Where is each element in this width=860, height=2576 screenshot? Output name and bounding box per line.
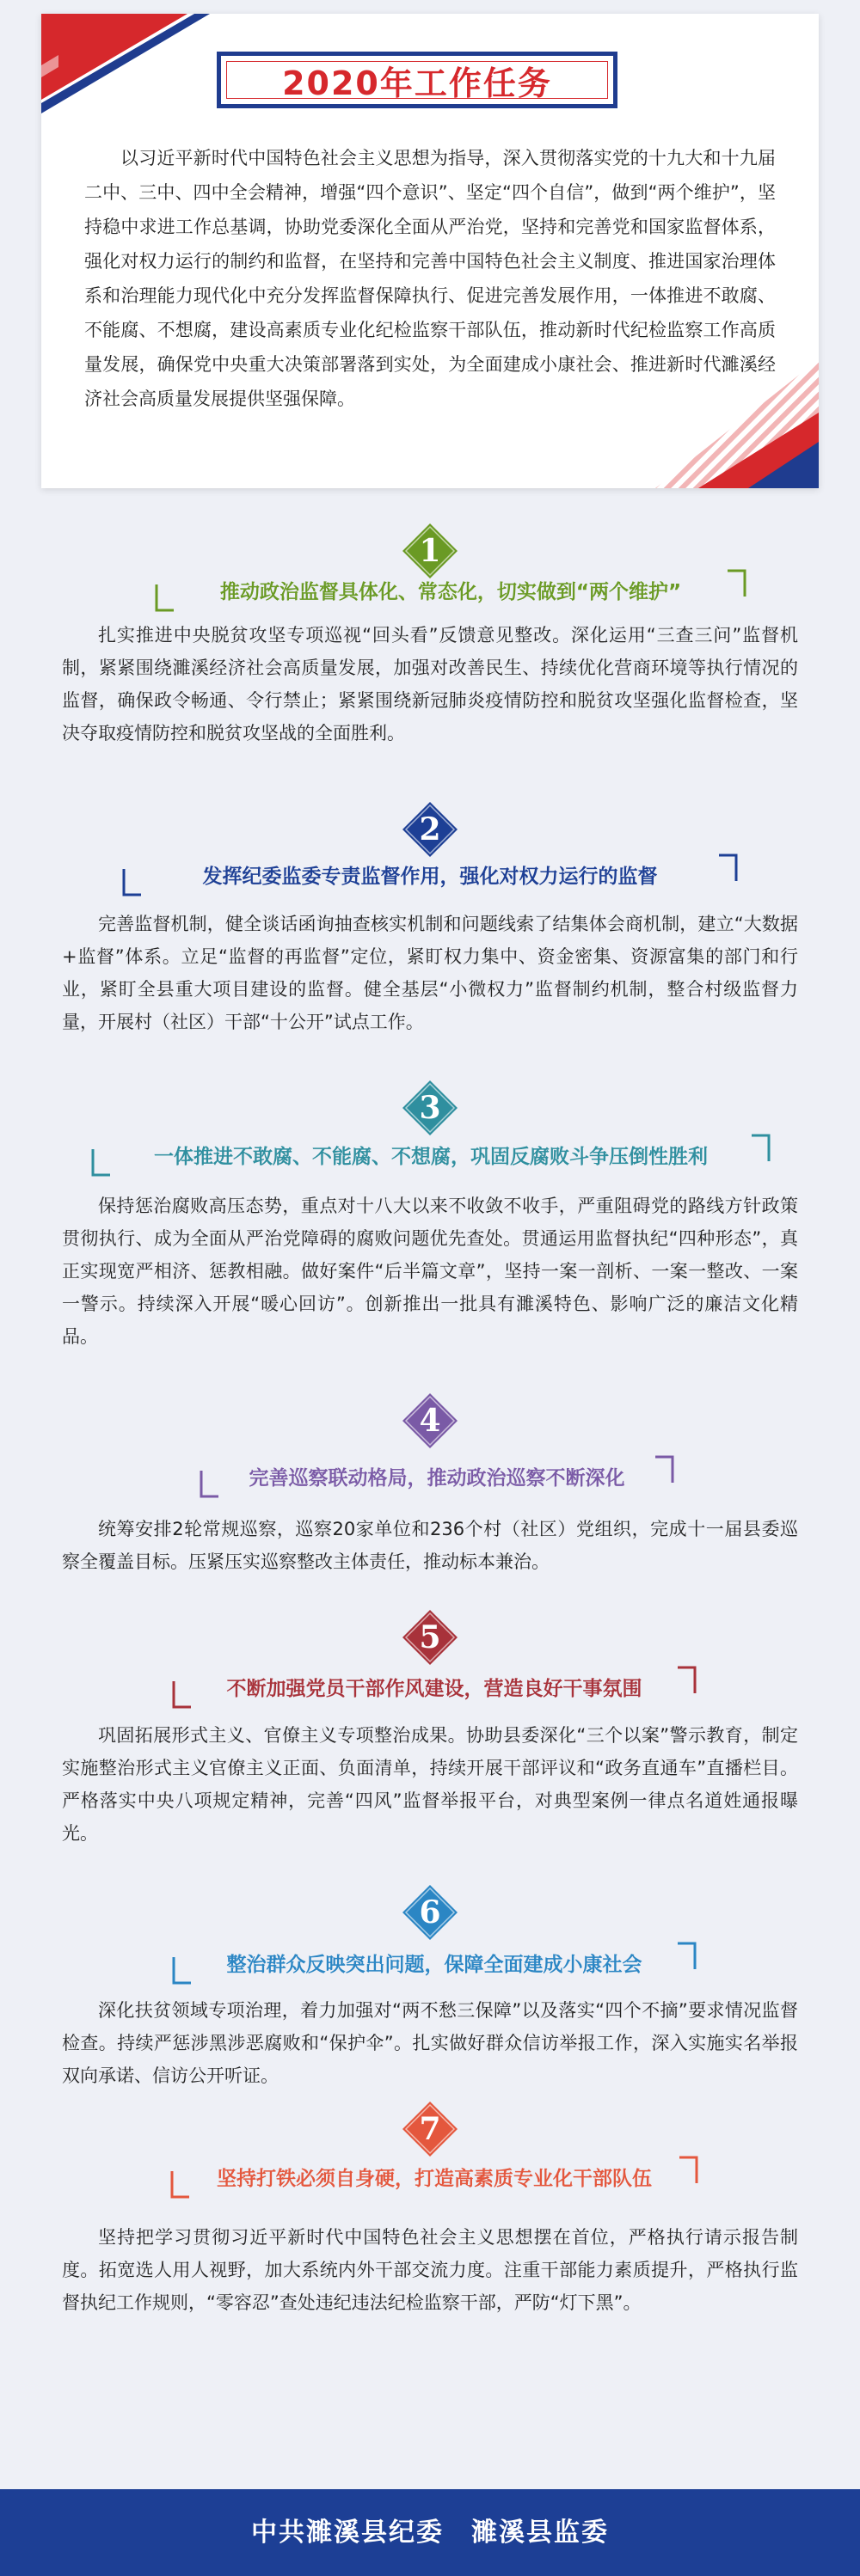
section-heading: 整治群众反映突出问题，保障全面建成小康社会: [226, 1954, 642, 1976]
section-heading: 发挥纪委监委专责监督作用，强化对权力运行的监督: [202, 866, 658, 888]
section-body: 保持惩治腐败高压态势，重点对十八大以来不收敛不收手，严重阻碍党的路线方针政策贯彻执行、成为全面从严治党障碍的腐败问题优先查处。贯通运用监督执纪“四种形态”，真正实现宽严相济、惩教相融。做好案件“后半篇文章”，坚持一案一剖析、一案一整改、一案一警示。持续深入开展“暖心回访”。创新推出一批具有濉溪特色、影响广泛的廉洁文化精品。: [62, 1196, 798, 1347]
section-number-badge: [402, 1884, 458, 1941]
section-body: 扎实推进中央脱贫攻坚专项巡视“回头看”反馈意见整改。深化运用“三查三问”监督机制，紧紧围绕濉溪经济社会高质量发展，加强对改善民生、持续优化营商环境等执行情况的监督，确保政令畅通、令行禁止；紧紧围绕新冠肺炎疫情防控和脱贫攻坚强化监督检查，坚决夺取疫情防控和脱贫攻坚战的全面胜利。: [62, 625, 798, 743]
title-frame: [217, 52, 617, 108]
section-heading: 坚持打铁必须自身硬，打造高素质专业化干部队伍: [217, 2168, 652, 2190]
section-number: 2: [419, 811, 441, 847]
section-heading: 完善巡察联动格局，推动政治巡察不断深化: [249, 1467, 625, 1490]
section-number: 7: [419, 2111, 441, 2147]
section-body: 坚持把学习贯彻习近平新时代中国特色社会主义思想摆在首位，严格执行请示报告制度。拓宽选人用人视野，加大系统内外干部交流力度。注重干部能力素质提升，严格执行监督执纪工作规则，“零容忍”查处违纪违法纪检监察干部，严防“灯下黑”。: [62, 2227, 798, 2313]
section-body: 完善监督机制，健全谈话函询抽查核实机制和问题线索了结集体会商机制，建立“大数据+监督”体系。立足“监督的再监督”定位，紧盯权力集中、资金密集、资源富集的部门和行业，紧盯全县重大项目建设的监督。健全基层“小微权力”监督制约机制，整合村级监督力量，开展村（社区）干部“十公开”试点工作。: [62, 914, 798, 1032]
section-number: 6: [419, 1894, 441, 1930]
section-number-badge: [402, 1609, 458, 1666]
section-number-badge: [402, 1080, 458, 1136]
section-heading: 一体推进不敢腐、不能腐、不想腐，巩固反腐败斗争压倒性胜利: [154, 1146, 708, 1168]
corner-decoration-top-left: [41, 14, 213, 117]
section-number-badge: [402, 1392, 458, 1449]
section-number: 4: [419, 1403, 441, 1439]
footer-text: 中共濉溪县纪委 濉溪县监委: [251, 2518, 609, 2548]
page-title: 2020年工作任务: [282, 64, 552, 102]
intro-paragraph: 以习近平新时代中国特色社会主义思想为指导，深入贯彻落实党的十九大和十九届二中、三中、四中全会精神，增强“四个意识”、坚定“四个自信”，做到“两个维护”，坚持稳中求进工作总基调，协助党委深化全面从严治党，坚持和完善党和国家监督体系，强化对权力运行的制约和监督，在坚持和完善中国特色社会主义制度、推进国家治理体系和治理能力现代化中充分发挥监督保障执行、促进完善发展作用，一体推进不敢腐、不能腐、不想腐，建设高素质专业化纪检监察干部队伍，推动新时代纪检监察工作高质量发展，确保党中央重大决策部署落到实处，为全面建成小康社会、推进新时代濉溪经济社会高质量发展提供坚强保障。: [84, 148, 776, 409]
section-number-badge: [402, 801, 458, 858]
section-heading: 推动政治监督具体化、常态化，切实做到“两个维护”: [219, 581, 682, 603]
section-body: 统筹安排2轮常规巡察，巡察20家单位和236个村（社区）党组织，完成十一届县委巡察全覆盖目标。压紧压实巡察整改主体责任，推动标本兼治。: [62, 1519, 798, 1572]
section-number: 5: [419, 1619, 441, 1655]
section-body: 深化扶贫领域专项治理，着力加强对“两不愁三保障”以及落实“四个不摘”要求情况监督检查。持续严惩涉黑涉恶腐败和“保护伞”。扎实做好群众信访举报工作，深入实施实名举报双向承诺、信访公开听证。: [62, 2000, 798, 2086]
footer-bar: [0, 2489, 860, 2576]
section-number: 3: [419, 1090, 441, 1126]
section-number: 1: [419, 533, 441, 569]
intro-card: [41, 14, 819, 488]
section-number-badge: [402, 2101, 458, 2157]
section-heading: 不断加强党员干部作风建设，营造良好干事氛围: [226, 1678, 642, 1700]
section-body: 巩固拓展形式主义、官僚主义专项整治成果。协助县委深化“三个以案”警示教育，制定实施整治形式主义官僚主义正面、负面清单，持续开展干部评议和“政务直通车”直播栏目。严格落实中央八项规定精神，完善“四风”监督举报平台，对典型案例一律点名道姓通报曝光。: [62, 1725, 798, 1844]
